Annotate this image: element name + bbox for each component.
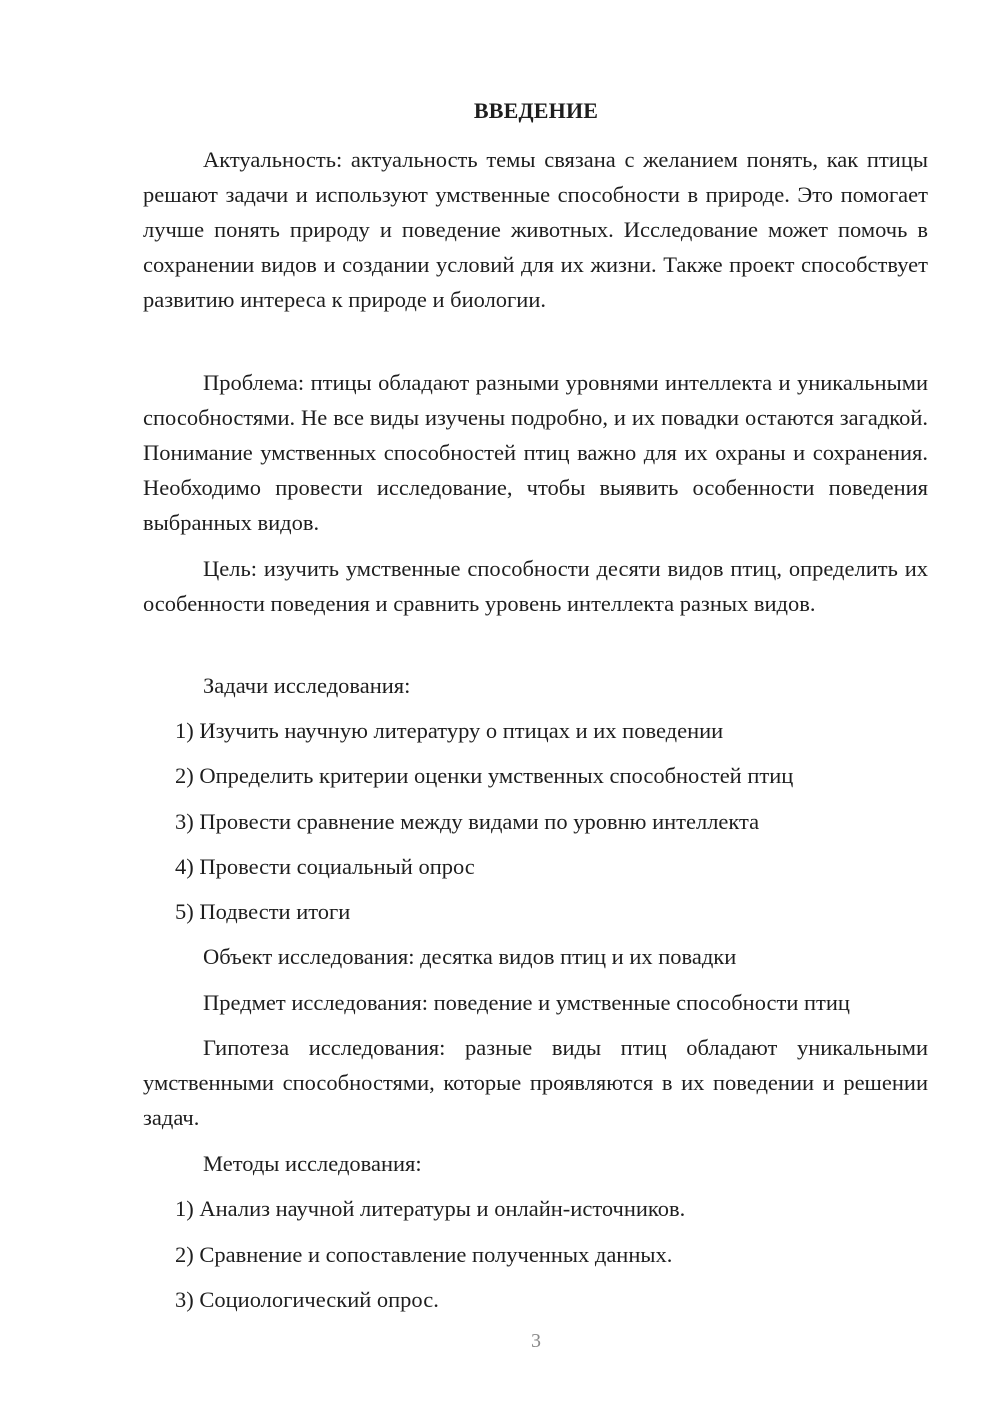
hypothesis-paragraph: Гипотеза исследования: разные виды птиц обладают уникальными умственными способностями, которые проявляются в их поведении и решении задач. xyxy=(143,1035,928,1130)
research-object: Объект исследования: десятка видов птиц и их повадки xyxy=(203,944,737,969)
goal-paragraph: Цель: изучить умственные способности десяти видов птиц, определить их особенности поведения и сравнить уровень интеллекта разных видов. xyxy=(143,556,928,616)
tasks-heading: Задачи исследования: xyxy=(203,673,411,698)
task-item: 5) Подвести итоги xyxy=(175,899,351,924)
task-item: 1) Изучить научную литературу о птицах и их поведении xyxy=(175,718,724,743)
task-item: 2) Определить критерии оценки умственных способностей птиц xyxy=(175,763,794,788)
relevance-paragraph: Актуальность: актуальность темы связана с желанием понять, как птицы решают задачи и используют умственные способности в природе. Это помогает лучше понять природу и поведение животных. Исследование может помочь в сохранении видов и создании условий для их жизни. Также проект способствует развитию интереса к природе и биологии. xyxy=(143,147,928,312)
method-item: 3) Социологический опрос. xyxy=(175,1287,439,1312)
task-item: 3) Провести сравнение между видами по уровню интеллекта xyxy=(175,809,760,834)
page-number: 3 xyxy=(531,1330,541,1352)
section-title: ВВЕДЕНИЕ xyxy=(473,98,599,123)
problem-paragraph: Проблема: птицы обладают разными уровнями интеллекта и уникальными способностями. Не все виды изучены подробно, и их повадки остаются загадкой. Понимание умственных способностей птиц важно для их охраны и сохранения. Необходимо провести исследование, чтобы выявить особенности поведения выбранных видов. xyxy=(143,370,928,535)
task-item: 4) Провести социальный опрос xyxy=(175,854,475,879)
method-item: 2) Сравнение и сопоставление полученных данных. xyxy=(175,1242,673,1267)
research-subject: Предмет исследования: поведение и умственные способности птиц xyxy=(203,990,850,1015)
method-item: 1) Анализ научной литературы и онлайн-источников. xyxy=(175,1196,686,1221)
methods-heading: Методы исследования: xyxy=(203,1151,422,1176)
